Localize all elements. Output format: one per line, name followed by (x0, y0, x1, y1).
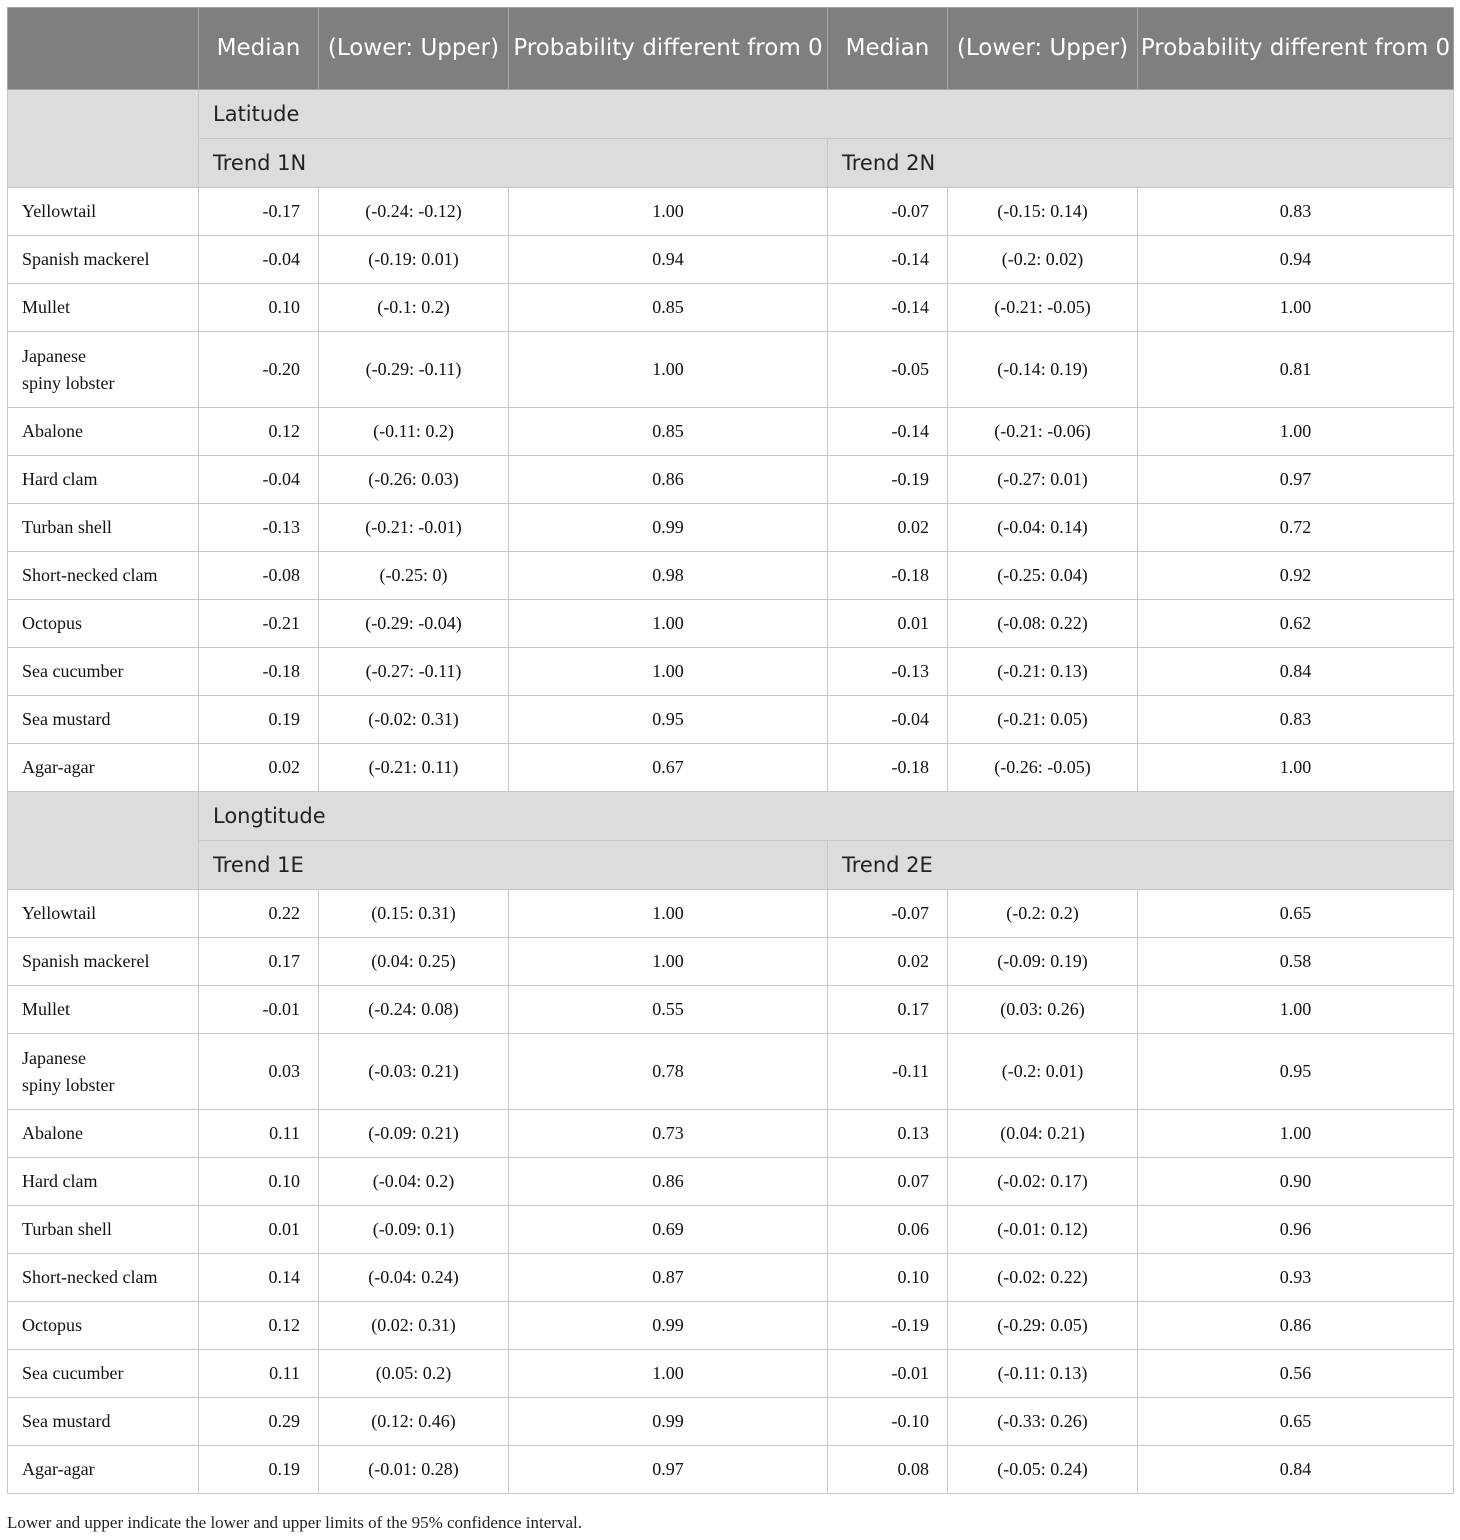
trend-right-label: Trend 2N (828, 139, 1454, 188)
species-cell: Mullet (8, 986, 199, 1034)
header-median-2: Median (828, 8, 948, 90)
species-cell: Octopus (8, 600, 199, 648)
table-row (8, 552, 1454, 600)
ci-1-cell: (-0.1: 0.2) (319, 284, 509, 332)
table-header (8, 8, 1454, 90)
trend-left-label: Trend 1N (199, 139, 828, 188)
probability-1-cell: 0.55 (509, 986, 828, 1034)
probability-2-cell: 1.00 (1138, 284, 1454, 332)
median-1-cell: 0.11 (199, 1350, 319, 1398)
table-row (8, 284, 1454, 332)
table-row (8, 236, 1454, 284)
ci-2-cell: (-0.27: 0.01) (948, 456, 1138, 504)
median-1-cell: -0.13 (199, 504, 319, 552)
results-table (7, 7, 1454, 1494)
ci-1-cell: (-0.24: 0.08) (319, 986, 509, 1034)
ci-2-cell: (-0.21: -0.06) (948, 408, 1138, 456)
probability-2-cell: 0.90 (1138, 1158, 1454, 1206)
species-cell: Mullet (8, 284, 199, 332)
probability-2-cell: 0.62 (1138, 600, 1454, 648)
median-1-cell: 0.12 (199, 408, 319, 456)
ci-1-cell: (-0.21: -0.01) (319, 504, 509, 552)
median-1-cell: 0.17 (199, 938, 319, 986)
median-1-cell: 0.02 (199, 744, 319, 792)
median-2-cell: -0.18 (828, 744, 948, 792)
probability-1-cell: 1.00 (509, 600, 828, 648)
probability-2-cell: 0.58 (1138, 938, 1454, 986)
header-median-1: Median (199, 8, 319, 90)
ci-1-cell: (-0.11: 0.2) (319, 408, 509, 456)
species-cell: Japanese spiny lobster (8, 332, 199, 408)
median-2-cell: -0.19 (828, 1302, 948, 1350)
header-probability-2: Probability different from 0 (1138, 8, 1454, 90)
median-2-cell: 0.02 (828, 938, 948, 986)
ci-1-cell: (-0.01: 0.28) (319, 1446, 509, 1494)
ci-1-cell: (-0.25: 0) (319, 552, 509, 600)
ci-2-cell: (0.03: 0.26) (948, 986, 1138, 1034)
table-row (8, 986, 1454, 1034)
probability-2-cell: 1.00 (1138, 408, 1454, 456)
probability-2-cell: 0.93 (1138, 1254, 1454, 1302)
section-header-row (8, 90, 1454, 139)
median-1-cell: 0.14 (199, 1254, 319, 1302)
species-cell: Agar-agar (8, 1446, 199, 1494)
trend-header-row (8, 841, 1454, 890)
ci-2-cell: (-0.11: 0.13) (948, 1350, 1138, 1398)
header-ci-2: (Lower: Upper) (948, 8, 1138, 90)
table-row (8, 1158, 1454, 1206)
section-blank-cell (8, 90, 199, 188)
ci-1-cell: (-0.09: 0.21) (319, 1110, 509, 1158)
header-species (8, 8, 199, 90)
table-row (8, 600, 1454, 648)
ci-2-cell: (-0.26: -0.05) (948, 744, 1138, 792)
ci-2-cell: (-0.01: 0.12) (948, 1206, 1138, 1254)
median-1-cell: 0.19 (199, 1446, 319, 1494)
probability-1-cell: 1.00 (509, 1350, 828, 1398)
table-row (8, 1254, 1454, 1302)
probability-1-cell: 0.86 (509, 1158, 828, 1206)
species-cell: Short-necked clam (8, 1254, 199, 1302)
table-wrapper (7, 7, 1453, 1494)
table-row (8, 696, 1454, 744)
median-1-cell: 0.10 (199, 284, 319, 332)
probability-1-cell: 0.67 (509, 744, 828, 792)
median-2-cell: 0.01 (828, 600, 948, 648)
probability-1-cell: 0.85 (509, 284, 828, 332)
species-cell: Hard clam (8, 1158, 199, 1206)
probability-1-cell: 0.99 (509, 1398, 828, 1446)
table-body (8, 90, 1454, 1494)
median-1-cell: -0.04 (199, 456, 319, 504)
table-row (8, 332, 1454, 408)
median-2-cell: 0.06 (828, 1206, 948, 1254)
table-row (8, 1206, 1454, 1254)
probability-1-cell: 0.73 (509, 1110, 828, 1158)
ci-1-cell: (-0.27: -0.11) (319, 648, 509, 696)
probability-2-cell: 0.83 (1138, 696, 1454, 744)
ci-2-cell: (-0.08: 0.22) (948, 600, 1138, 648)
species-cell: Octopus (8, 1302, 199, 1350)
median-2-cell: -0.01 (828, 1350, 948, 1398)
species-cell: Sea cucumber (8, 1350, 199, 1398)
probability-1-cell: 1.00 (509, 332, 828, 408)
table-row (8, 938, 1454, 986)
table-row (8, 890, 1454, 938)
probability-2-cell: 0.86 (1138, 1302, 1454, 1350)
median-2-cell: -0.14 (828, 284, 948, 332)
table-row (8, 456, 1454, 504)
ci-1-cell: (-0.29: -0.04) (319, 600, 509, 648)
section-label: Latitude (199, 90, 1454, 139)
median-2-cell: -0.19 (828, 456, 948, 504)
table-row (8, 648, 1454, 696)
ci-1-cell: (0.12: 0.46) (319, 1398, 509, 1446)
median-1-cell: -0.20 (199, 332, 319, 408)
species-cell: Spanish mackerel (8, 938, 199, 986)
median-1-cell: 0.03 (199, 1034, 319, 1110)
ci-1-cell: (-0.04: 0.2) (319, 1158, 509, 1206)
probability-1-cell: 0.99 (509, 504, 828, 552)
species-cell: Short-necked clam (8, 552, 199, 600)
probability-1-cell: 0.86 (509, 456, 828, 504)
median-2-cell: 0.17 (828, 986, 948, 1034)
trend-left-label: Trend 1E (199, 841, 828, 890)
median-2-cell: -0.07 (828, 890, 948, 938)
probability-2-cell: 0.83 (1138, 188, 1454, 236)
table-row (8, 1398, 1454, 1446)
probability-2-cell: 1.00 (1138, 1110, 1454, 1158)
probability-2-cell: 0.97 (1138, 456, 1454, 504)
species-cell: Turban shell (8, 1206, 199, 1254)
probability-2-cell: 0.65 (1138, 1398, 1454, 1446)
median-2-cell: -0.18 (828, 552, 948, 600)
table-row (8, 1110, 1454, 1158)
median-2-cell: -0.11 (828, 1034, 948, 1110)
probability-1-cell: 0.78 (509, 1034, 828, 1110)
median-2-cell: -0.13 (828, 648, 948, 696)
ci-2-cell: (-0.33: 0.26) (948, 1398, 1138, 1446)
trend-header-row (8, 139, 1454, 188)
section-header-row (8, 792, 1454, 841)
ci-2-cell: (-0.21: 0.13) (948, 648, 1138, 696)
trend-right-label: Trend 2E (828, 841, 1454, 890)
median-2-cell: -0.05 (828, 332, 948, 408)
probability-2-cell: 1.00 (1138, 986, 1454, 1034)
table-row (8, 744, 1454, 792)
ci-2-cell: (-0.15: 0.14) (948, 188, 1138, 236)
species-cell: Agar-agar (8, 744, 199, 792)
table-row (8, 1446, 1454, 1494)
probability-2-cell: 0.95 (1138, 1034, 1454, 1110)
median-2-cell: -0.14 (828, 236, 948, 284)
median-2-cell: 0.07 (828, 1158, 948, 1206)
probability-2-cell: 0.92 (1138, 552, 1454, 600)
table-row (8, 1302, 1454, 1350)
probability-2-cell: 0.81 (1138, 332, 1454, 408)
probability-2-cell: 0.65 (1138, 890, 1454, 938)
species-cell: Abalone (8, 1110, 199, 1158)
median-1-cell: -0.21 (199, 600, 319, 648)
ci-2-cell: (-0.09: 0.19) (948, 938, 1138, 986)
footnote: Lower and upper indicate the lower and upper limits of the 95% confidence interval. (7, 1513, 582, 1532)
ci-2-cell: (-0.02: 0.17) (948, 1158, 1138, 1206)
ci-2-cell: (-0.14: 0.19) (948, 332, 1138, 408)
median-2-cell: -0.07 (828, 188, 948, 236)
probability-2-cell: 0.84 (1138, 648, 1454, 696)
ci-1-cell: (0.05: 0.2) (319, 1350, 509, 1398)
ci-1-cell: (-0.04: 0.24) (319, 1254, 509, 1302)
median-2-cell: 0.08 (828, 1446, 948, 1494)
species-cell: Sea cucumber (8, 648, 199, 696)
probability-1-cell: 1.00 (509, 890, 828, 938)
species-cell: Abalone (8, 408, 199, 456)
species-cell: Turban shell (8, 504, 199, 552)
ci-1-cell: (-0.03: 0.21) (319, 1034, 509, 1110)
section-blank-cell (8, 792, 199, 890)
species-cell: Hard clam (8, 456, 199, 504)
median-1-cell: 0.10 (199, 1158, 319, 1206)
probability-1-cell: 0.87 (509, 1254, 828, 1302)
median-1-cell: 0.29 (199, 1398, 319, 1446)
probability-2-cell: 0.56 (1138, 1350, 1454, 1398)
header-ci-1: (Lower: Upper) (319, 8, 509, 90)
median-1-cell: -0.18 (199, 648, 319, 696)
ci-1-cell: (-0.21: 0.11) (319, 744, 509, 792)
table-row (8, 1350, 1454, 1398)
median-1-cell: -0.08 (199, 552, 319, 600)
ci-2-cell: (-0.29: 0.05) (948, 1302, 1138, 1350)
probability-1-cell: 0.94 (509, 236, 828, 284)
probability-1-cell: 0.85 (509, 408, 828, 456)
ci-2-cell: (0.04: 0.21) (948, 1110, 1138, 1158)
species-cell: Japanese spiny lobster (8, 1034, 199, 1110)
ci-1-cell: (-0.09: 0.1) (319, 1206, 509, 1254)
probability-2-cell: 0.94 (1138, 236, 1454, 284)
species-cell: Sea mustard (8, 696, 199, 744)
ci-1-cell: (0.15: 0.31) (319, 890, 509, 938)
median-1-cell: 0.22 (199, 890, 319, 938)
ci-2-cell: (-0.21: -0.05) (948, 284, 1138, 332)
table-row (8, 1034, 1454, 1110)
median-1-cell: -0.04 (199, 236, 319, 284)
species-cell: Sea mustard (8, 1398, 199, 1446)
median-2-cell: -0.14 (828, 408, 948, 456)
probability-2-cell: 1.00 (1138, 744, 1454, 792)
probability-2-cell: 0.84 (1138, 1446, 1454, 1494)
ci-2-cell: (-0.2: 0.2) (948, 890, 1138, 938)
median-2-cell: 0.13 (828, 1110, 948, 1158)
ci-2-cell: (-0.2: 0.02) (948, 236, 1138, 284)
median-2-cell: -0.10 (828, 1398, 948, 1446)
ci-2-cell: (-0.21: 0.05) (948, 696, 1138, 744)
ci-2-cell: (-0.25: 0.04) (948, 552, 1138, 600)
table-row (8, 408, 1454, 456)
ci-1-cell: (-0.02: 0.31) (319, 696, 509, 744)
median-2-cell: 0.10 (828, 1254, 948, 1302)
median-2-cell: 0.02 (828, 504, 948, 552)
ci-2-cell: (-0.04: 0.14) (948, 504, 1138, 552)
ci-1-cell: (-0.19: 0.01) (319, 236, 509, 284)
probability-1-cell: 1.00 (509, 938, 828, 986)
species-cell: Spanish mackerel (8, 236, 199, 284)
ci-2-cell: (-0.02: 0.22) (948, 1254, 1138, 1302)
median-2-cell: -0.04 (828, 696, 948, 744)
ci-1-cell: (-0.29: -0.11) (319, 332, 509, 408)
ci-1-cell: (-0.24: -0.12) (319, 188, 509, 236)
median-1-cell: 0.01 (199, 1206, 319, 1254)
median-1-cell: 0.19 (199, 696, 319, 744)
ci-1-cell: (-0.26: 0.03) (319, 456, 509, 504)
probability-1-cell: 0.97 (509, 1446, 828, 1494)
probability-2-cell: 0.72 (1138, 504, 1454, 552)
median-1-cell: 0.11 (199, 1110, 319, 1158)
ci-2-cell: (-0.05: 0.24) (948, 1446, 1138, 1494)
header-probability-1: Probability different from 0 (509, 8, 828, 90)
ci-2-cell: (-0.2: 0.01) (948, 1034, 1138, 1110)
species-cell: Yellowtail (8, 890, 199, 938)
probability-1-cell: 0.98 (509, 552, 828, 600)
median-1-cell: -0.01 (199, 986, 319, 1034)
median-1-cell: -0.17 (199, 188, 319, 236)
species-cell: Yellowtail (8, 188, 199, 236)
probability-1-cell: 0.95 (509, 696, 828, 744)
probability-2-cell: 0.96 (1138, 1206, 1454, 1254)
table-row (8, 504, 1454, 552)
ci-1-cell: (0.02: 0.31) (319, 1302, 509, 1350)
median-1-cell: 0.12 (199, 1302, 319, 1350)
probability-1-cell: 0.99 (509, 1302, 828, 1350)
section-label: Longtitude (199, 792, 1454, 841)
probability-1-cell: 1.00 (509, 188, 828, 236)
table-row (8, 188, 1454, 236)
probability-1-cell: 0.69 (509, 1206, 828, 1254)
probability-1-cell: 1.00 (509, 648, 828, 696)
ci-1-cell: (0.04: 0.25) (319, 938, 509, 986)
